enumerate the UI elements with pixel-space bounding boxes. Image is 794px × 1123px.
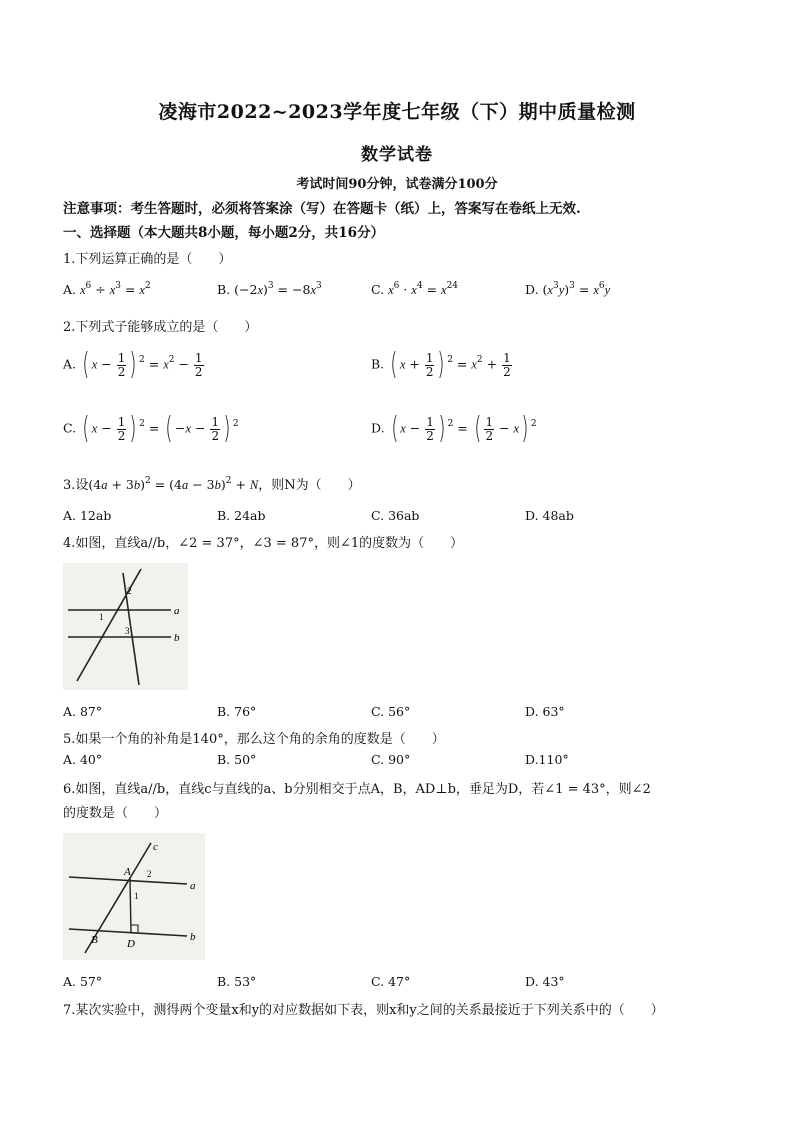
q6-label-angle2: 2 [147, 869, 152, 879]
q5-option-d: D.110° [525, 752, 569, 767]
q4-stem: 4.如图，直线a//b，∠2 = 37°，∠3 = 87°，则∠1的度数为（ ） [63, 536, 464, 551]
q6-label-a: a [190, 880, 196, 892]
q6-label-c: c [153, 841, 158, 853]
q2-option-a: A. ( x − $\frac{1}{2}$ ) $^2 = x^2$ − $\frac{1}{2}$ [63, 347, 203, 382]
q5-option-b: B. 50° [217, 752, 257, 767]
q6-stem-line2: 的度数是（ ） [63, 806, 168, 821]
q4-option-d: D. 63° [525, 704, 565, 719]
q6-label-b: b [190, 931, 196, 943]
q6-label-angle1: 1 [134, 891, 139, 901]
q6-stem-line1: 6.如图，直线a//b，直线c与直线的a、b分别相交于点A，B，AD⊥b，垂足为D，若∠1 = 43°，则∠2 [63, 782, 651, 797]
q2-stem: 2.下列式子能够成立的是（ ） [63, 320, 258, 335]
q5-stem: 5.如果一个角的补角是140°，那么这个角的余角的度数是（ ） [63, 732, 445, 747]
q5-option-c: C. 90° [371, 752, 411, 767]
q3-option-b: B. 24ab [217, 508, 266, 523]
q2-option-c: C. ( x − $\frac{1}{2}$ ) $^2$ = ( −x − $\frac{1}{2}$ ) $^2$ [63, 411, 239, 446]
q6-label-pointB: B [91, 934, 98, 946]
q7-stem: 7.某次实验中，测得两个变量x和y的对应数据如下表，则x和y之间的关系最接近于下列关系中的（ ） [63, 1003, 664, 1018]
q4-label-angle2: 2 [127, 586, 132, 596]
q4-option-a: A. 87° [63, 704, 103, 719]
q6-label-pointA: A [124, 866, 131, 878]
q1-option-c: C. $x^6 \cdot x^4 = x^{24}$ [371, 280, 459, 297]
q4-option-c: C. 56° [371, 704, 411, 719]
q2-option-d: D. ( x − $\frac{1}{2}$ ) $^2$ = ( $\frac{1}{2}$ − x) $^2$ [371, 411, 537, 446]
q1-option-a: A. $x^6 \div x^3 = x^2$ [63, 280, 151, 297]
q4-option-b: B. 76° [217, 704, 257, 719]
exam-notice: 注意事项：考生答题时，必须将答案涂（写）在答题卡（纸）上，答案写在卷纸上无效. [63, 201, 581, 217]
q5-option-a: A. 40° [63, 752, 103, 767]
q3-option-a: A. 12ab [63, 508, 112, 523]
q6-label-pointD: D [127, 938, 135, 950]
q6-figure [63, 833, 205, 960]
q1-option-b: B. $(-2x)^3 = -8x^3$ [217, 280, 322, 297]
q6-perpendicular-AD [130, 879, 131, 932]
q6-option-b: B. 53° [217, 974, 257, 989]
exam-title: 凌海市2022~2023学年度七年级（下）期中质量检测 [158, 101, 636, 123]
q4-label-a: a [174, 605, 180, 617]
q1-option-d: D. $(x^3y)^3 = x^6y$ [525, 280, 611, 297]
q6-option-c: C. 47° [371, 974, 411, 989]
q3-stem: 3.设$(4a + 3b)^2 = (4a - 3b)^2 + N$，则N为（ ） [63, 475, 361, 493]
q6-option-a: A. 57° [63, 974, 103, 989]
q4-figure [63, 563, 188, 690]
q4-label-angle1: 1 [99, 612, 104, 622]
q4-label-b: b [174, 632, 180, 644]
q3-option-d: D. 48ab [525, 508, 574, 523]
q3-option-c: C. 36ab [371, 508, 420, 523]
q4-label-angle3: 3 [125, 626, 130, 636]
exam-subject: 数学试卷 [361, 145, 433, 165]
q6-option-d: D. 43° [525, 974, 565, 989]
exam-info: 考试时间90分钟，试卷满分100分 [296, 177, 498, 192]
q2-option-b: B. ( x + $\frac{1}{2}$ ) $^2 = x^2$ + $\frac{1}{2}$ [371, 347, 511, 382]
q1-stem: 1.下列运算正确的是（ ） [63, 252, 232, 267]
section1-heading: 一、选择题（本大题共8小题，每小题2分，共16分） [63, 225, 385, 241]
